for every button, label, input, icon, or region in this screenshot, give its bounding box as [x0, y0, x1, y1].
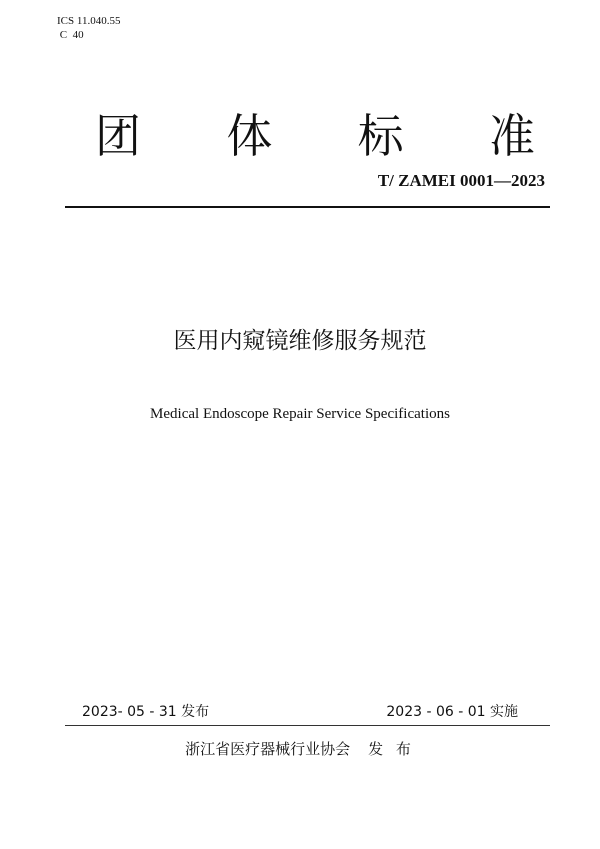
publisher-name: 浙江省医疗器械行业协会 [185, 740, 351, 758]
effective-date: 2023 - 06 - 01 实施 [386, 704, 518, 720]
title-char: 标 [357, 109, 404, 163]
publish-label: 发 布 [368, 740, 415, 758]
title-chinese: 医用内窥镜维修服务规范 [173, 328, 427, 354]
ccs-code: C 40 [57, 29, 84, 41]
ics-code: ICS 11.040.55 [57, 15, 121, 27]
document-type-title [95, 100, 535, 166]
classification-codes [57, 14, 120, 42]
title-char: 团 [95, 109, 141, 163]
standard-code: T/ ZAMEI 0001—2023 [377, 171, 545, 190]
title-char: 体 [226, 109, 273, 163]
title-english: Medical Endoscope Repair Service Specifications [150, 406, 450, 422]
header-divider [65, 206, 550, 208]
title-char: 准 [488, 109, 535, 163]
publisher-line [0, 738, 600, 759]
footer-divider [65, 725, 550, 726]
issue-date: 2023- 05 - 31 发布 [82, 704, 210, 720]
